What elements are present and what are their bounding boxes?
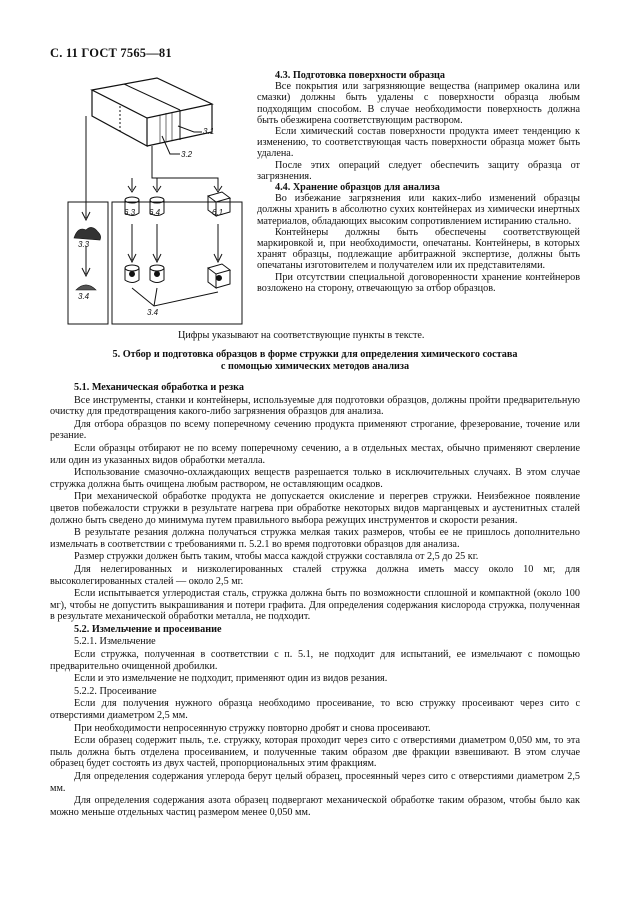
paragraph: В результате резания должна получаться стружка мелкая таких размеров, чтобы ее не пришлось дополнительно измельчать в соответствии с требованиями п. 5.2.1 во время подготовки образцов для анализа.	[50, 527, 580, 550]
page-header: С. 11 ГОСТ 7565—81	[50, 46, 172, 60]
label-3-1: 3.1	[203, 127, 215, 136]
paragraph: Использование смазочно-охлаждающих веществ разрешается только в исключительных случаях. В этом случае стружка должна быть очищена любым раствором, не оставляющим осадков.	[50, 467, 580, 490]
paragraph: Все покрытия или загрязняющие вещества (например окалина или смазки) должны быть удалены с поверхности образца любым подходящим способом. В случае необходимости поверхность должна быть обезжирена соответствующим раствором.	[257, 81, 580, 126]
paragraph: Для определения содержания углерода берут целый образец, просеянный через сито с отверстиями диаметром 2,5 мм.	[50, 771, 580, 794]
heading-4-3: 4.3. Подготовка поверхности образца	[275, 70, 446, 81]
paragraph: Во избежание загрязнения или каких-либо изменений образцы должны хранить в абсолютно сухих контейнерах из химически инертных материалов, обладающих высоким сопротивлением истиранию стально.	[257, 193, 580, 227]
figure-labels	[62, 68, 248, 330]
paragraph: Размер стружки должен быть таким, чтобы масса каждой стружки составляла от 2,5 до 25 кг.	[74, 551, 479, 563]
right-column	[257, 70, 580, 294]
title-line: 5. Отбор и подготовка образцов в форме стружки для определения химического состава	[112, 349, 518, 360]
figure-caption: Цифры указывают на соответствующие пункты в тексте.	[178, 330, 425, 341]
section-5-body	[50, 382, 580, 819]
title-line: с помощью химических методов анализа	[220, 361, 410, 372]
label-3-4-bottom: 3.4	[147, 308, 159, 317]
heading-5-2: 5.2. Измельчение и просеивание	[74, 623, 222, 635]
paragraph: При механической обработке продукта не допускается окисление и перегрев стружки. Неизбежное появление цветов побежалости стружки в результате нагрева при обработке некоторых видов марганцевых и аустенитных сталей должно быть сведено до минимума путем правильного выбора режущих инструментов и скорости резания.	[50, 491, 580, 526]
paragraph: Контейнеры должны быть обеспечены соответствующей маркировкой и, при необходимости, опечатаны. Контейнеры, в которых хранят образцы, подлежащие арбитражной экспертизе, должны быть опечатаны изготовителем и получателем или их представителями.	[257, 226, 580, 272]
label-6-3: 6.3	[124, 208, 136, 217]
label-3-3: 3.3	[78, 240, 90, 249]
paragraph: При отсутствии специальной договоренности хранение контейнеров возложено на сторону, отвечающую за отбор образцов.	[257, 271, 580, 294]
section-5-title	[50, 349, 580, 373]
paragraph: Если образец содержит пыль, т.е. стружку, которая проходит через сито с отверстиями диаметром 0,050 мм, то эта пыль должна быть отделена просеиванием, и полученные таким образом две фракции взвешивают. В этом случае образец будет состоять из двух частей, пропорциональных этим фракциям.	[50, 735, 580, 770]
paragraph: Если испытывается углеродистая сталь, стружка должна быть по возможности сплошной и компактной (около 100 мг), чтобы не допустить выкрашивания и потери графита. Для определения содержания кислорода стружка, полученная в результате механической обработки металла, не подходит.	[50, 588, 580, 623]
paragraph: Все инструменты, станки и контейнеры, используемые для подготовки образцов, должны пройти предварительную очистку для предотвращения какого-либо загрязнения образцов для анализа.	[50, 394, 580, 418]
heading-5-1: 5.1. Механическая обработка и резка	[74, 382, 244, 393]
paragraph: После этих операций следует обеспечить защиту образца от загрязнения.	[257, 159, 580, 182]
label-3-4-left: 3.4	[78, 292, 90, 301]
label-6-1: 6.1	[212, 208, 224, 217]
paragraph: Для отбора образцов по всему поперечному сечению продукта применяют строгание, фрезерование, точение или резание.	[50, 418, 580, 442]
label-3-2: 3.2	[181, 150, 193, 159]
paragraph: Для нелегированных и низколегированных сталей стружка должна иметь массу около 10 мг, для высоколегированных сталей — около 2,5 мг.	[50, 563, 580, 587]
paragraph: При необходимости непросеянную стружку повторно дробят и снова просеивают.	[74, 722, 431, 734]
paragraph: Если химический состав поверхности продукта имеет тенденцию к изменению, то соответствующая часть поверхности образца может быть удалена.	[257, 126, 580, 160]
paragraph: Если для получения нужного образца необходимо просеивание, то всю стружку просеивают через сито с отверстиями диаметром 2,5 мм.	[50, 698, 580, 722]
heading-4-4: 4.4. Хранение образцов для анализа	[275, 182, 440, 194]
paragraph: Если образцы отбирают не по всему поперечному сечению, а в отдельных местах, обычно применяют сверление или один из указанных видов обработки металла.	[50, 442, 580, 466]
subheading-5-2-1: 5.2.1. Измельчение	[74, 636, 156, 648]
paragraph: Если и это измельчение не подходит, применяют один из видов резания.	[74, 673, 388, 685]
paragraph: Для определения содержания азота образец подвергают механической обработке таким образом, чтобы было как можно меньше отдельных частиц размером менее 0,050 мм.	[50, 795, 580, 818]
paragraph: Если стружка, полученная в соответствии с п. 5.1, не подходит для испытаний, ее измельчают с помощью предварительно очищенной дробилки.	[50, 649, 580, 672]
label-6-4: 6.4	[149, 208, 161, 217]
subheading-5-2-2: 5.2.2. Просеивание	[74, 685, 157, 697]
